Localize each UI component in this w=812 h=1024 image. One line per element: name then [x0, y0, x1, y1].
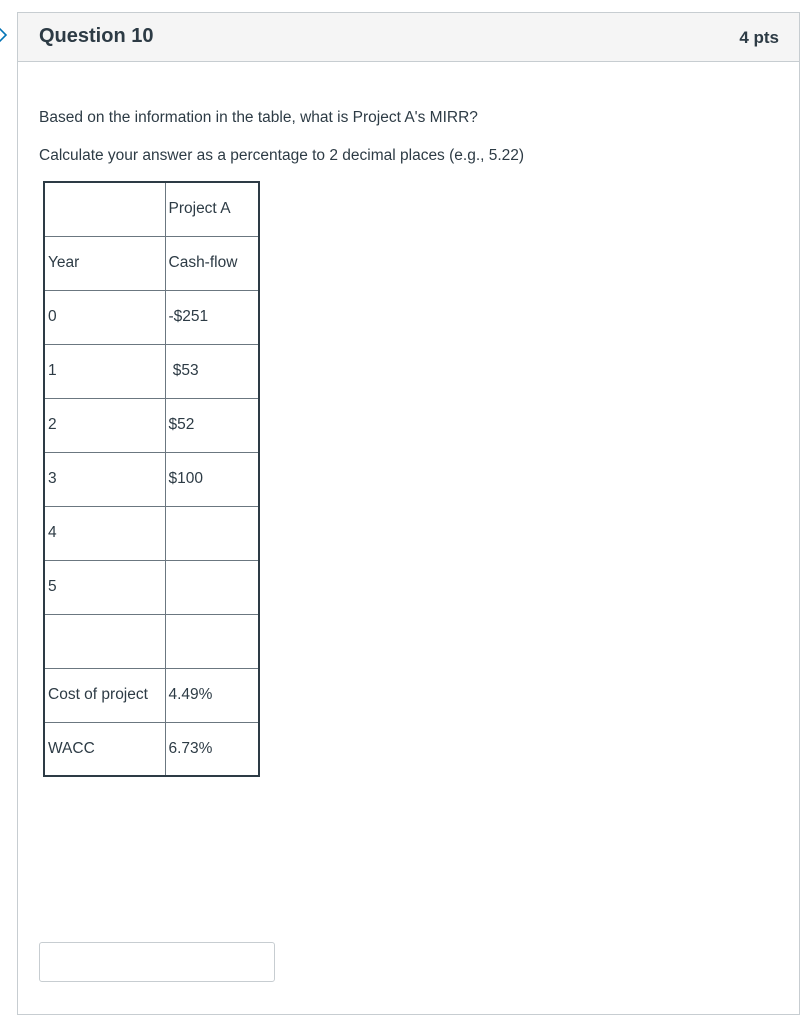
question-points: 4 pts — [739, 28, 779, 47]
question-title: Question 10 — [39, 25, 154, 47]
question-body — [39, 108, 779, 166]
cash-flow-table — [43, 181, 260, 777]
table-row — [44, 452, 259, 506]
question-text: Based on the information in the table, what is Project A's MIRR? — [39, 109, 478, 126]
table-row — [44, 560, 259, 614]
table-cell: $52 — [165, 398, 259, 452]
table-row — [44, 398, 259, 452]
table-cell — [165, 614, 259, 668]
table-cell: $53 — [165, 344, 259, 398]
table-cell: Cash-flow — [165, 236, 259, 290]
table-cell: $100 — [165, 452, 259, 506]
answer-input[interactable] — [39, 942, 275, 982]
table-cell: Cost of project — [44, 668, 165, 722]
table-row — [44, 722, 259, 776]
table-cell: 6.73% — [165, 722, 259, 776]
table-cell: 2 — [44, 398, 165, 452]
question-card — [17, 12, 800, 1015]
table-cell: -$251 — [165, 290, 259, 344]
table-row — [44, 236, 259, 290]
table-cell: 4 — [44, 506, 165, 560]
table-cell: Project A — [165, 182, 259, 236]
table-row — [44, 344, 259, 398]
table-cell: 5 — [44, 560, 165, 614]
table-cell: Year — [44, 236, 165, 290]
table-cell: 1 — [44, 344, 165, 398]
question-header — [18, 13, 799, 62]
question-instruction: Calculate your answer as a percentage to 2 decimal places (e.g., 5.22) — [39, 147, 525, 164]
table-row — [44, 614, 259, 668]
table-cell — [165, 560, 259, 614]
table-row — [44, 668, 259, 722]
table-row — [44, 506, 259, 560]
table-cell: 3 — [44, 452, 165, 506]
table-cell — [165, 506, 259, 560]
table-row — [44, 290, 259, 344]
table-cell: WACC — [44, 722, 165, 776]
flag-question-icon[interactable] — [0, 24, 14, 46]
table-cell — [44, 614, 165, 668]
table-cell: 0 — [44, 290, 165, 344]
table-cell — [44, 182, 165, 236]
table-row — [44, 182, 259, 236]
table-cell: 4.49% — [165, 668, 259, 722]
